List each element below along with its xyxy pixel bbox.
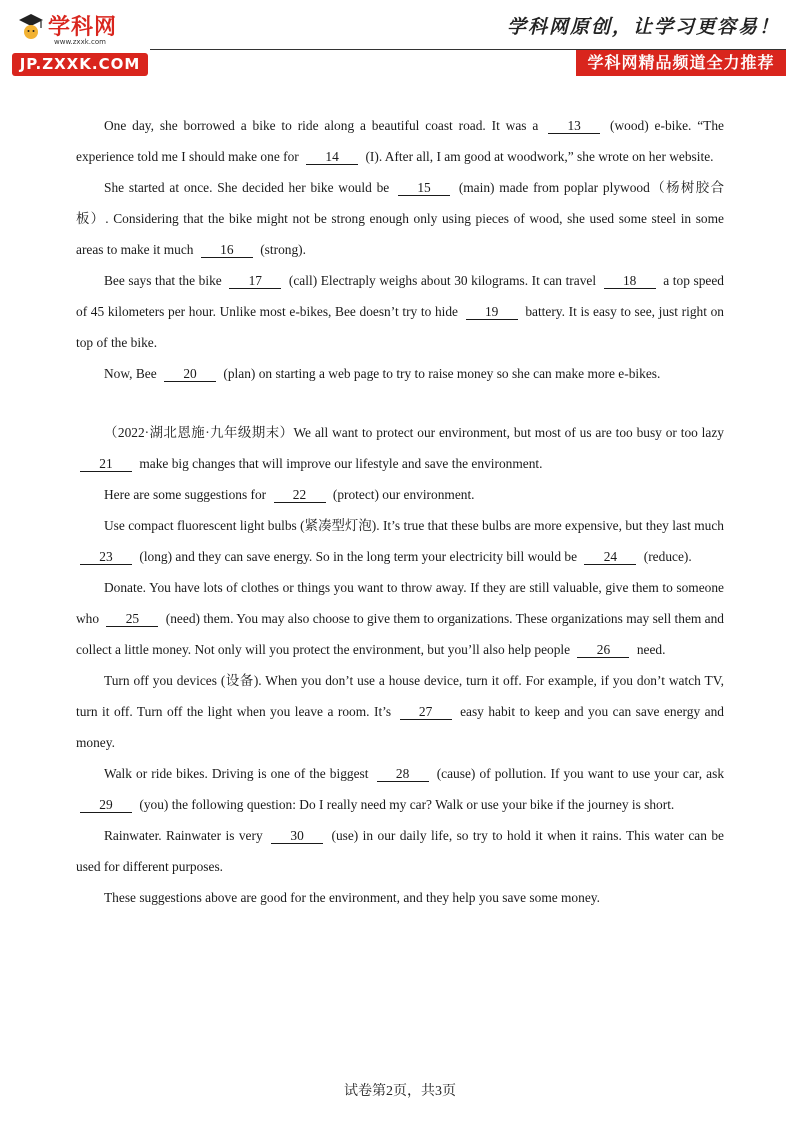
text-run: (wood) e-bike. “The experience told me I should make one for: [76, 118, 724, 164]
text-run: (need) them. You may also choose to give them to organizations. These organizations may sell them and collect a little money. Not only will you protect the environment, but you’ll also help people: [76, 611, 724, 657]
answer-blank[interactable]: 19: [466, 305, 518, 320]
text-run: Turn off you devices (设备). When you don’t use a house device, turn it off. For example, if you don’t watch TV, turn it off. Turn off the light when you leave a room. It’s: [76, 673, 724, 719]
page-footer: 试卷第2页，共3页: [344, 1084, 456, 1099]
answer-blank[interactable]: 18: [604, 274, 656, 289]
text-run: （2022·湖北恩施·九年级期末）We all want to protect our environment, but most of us are too busy or too lazy: [104, 425, 724, 440]
text-run: a top speed of 45 kilometers per hour. Unlike most e-bikes, Bee doesn’t try to hide: [76, 273, 724, 319]
text-run: She started at once. She decided her bike would be: [104, 180, 390, 195]
text-run: (main) made from poplar plywood（杨树胶合板）. Considering that the bike might not be strong enough only using pieces of wood, she used some steel in some areas to make it much: [76, 180, 724, 257]
text-run: battery. It is easy to see, just right on top of the bike.: [76, 304, 724, 350]
answer-blank[interactable]: 15: [398, 181, 450, 196]
answer-blank[interactable]: 27: [400, 705, 452, 720]
paragraph: [76, 417, 724, 479]
text-run: (plan) on starting a web page to try to raise money so she can make more e-bikes.: [223, 366, 661, 381]
text-run: Now, Bee: [104, 366, 157, 381]
text-run: Walk or ride bikes. Driving is one of the biggest: [104, 766, 369, 781]
answer-blank[interactable]: 14: [306, 150, 358, 165]
answer-blank[interactable]: 16: [201, 243, 253, 258]
text-run: (cause) of pollution. If you want to use your car, ask: [436, 766, 725, 781]
text-run: (use) in our daily life, so try to hold it when it rains. This water can be used for different purposes.: [76, 828, 724, 874]
graduation-cap-icon: [18, 12, 44, 42]
text-run: Here are some suggestions for: [104, 487, 267, 502]
paragraph: [76, 110, 724, 172]
page-header: [0, 0, 800, 90]
text-run: Rainwater. Rainwater is very: [104, 828, 263, 843]
paragraph: [76, 820, 724, 882]
text-run: Donate. You have lots of clothes or things you want to throw away. If they are still valuable, give them to someone who: [76, 580, 724, 626]
answer-blank[interactable]: 21: [80, 457, 132, 472]
text-run: (reduce).: [643, 549, 692, 564]
answer-blank[interactable]: 13: [548, 119, 600, 134]
text-run: These suggestions above are good for the environment, and they help you save some money.: [104, 890, 600, 905]
recommend-banner: 学科网精品频道全力推荐: [576, 50, 786, 76]
logo-url: www.zxxk.com: [54, 38, 106, 46]
text-run: (strong).: [260, 242, 306, 257]
answer-blank[interactable]: 25: [106, 612, 158, 627]
paragraph: [76, 572, 724, 665]
text-run: Bee says that the bike: [104, 273, 222, 288]
passage-gap: [76, 389, 724, 417]
answer-blank[interactable]: 17: [229, 274, 281, 289]
paragraph: [76, 358, 724, 389]
paragraph: [76, 665, 724, 758]
answer-blank[interactable]: 23: [80, 550, 132, 565]
header-slogan: 学科网原创，让学习更容易！: [506, 16, 780, 38]
paragraph: [76, 172, 724, 265]
text-run: need.: [636, 642, 666, 657]
text-run: (protect) our environment.: [332, 487, 475, 502]
paragraph: [76, 758, 724, 820]
text-run: Use compact fluorescent light bulbs (紧凑型灯泡). It’s true that these bulbs are more expensive, but they last much: [104, 518, 724, 533]
site-logo[interactable]: [14, 10, 164, 50]
answer-blank[interactable]: 24: [584, 550, 636, 565]
paragraph: [76, 510, 724, 572]
text-run: One day, she borrowed a bike to ride along a beautiful coast road. It was a: [104, 118, 539, 133]
logo-text: 学科网: [48, 15, 118, 40]
answer-blank[interactable]: 20: [164, 367, 216, 382]
answer-blank[interactable]: 29: [80, 798, 132, 813]
site-badge[interactable]: JP.ZXXK.COM: [12, 53, 148, 76]
passage-2: [76, 417, 724, 913]
paragraph: [76, 265, 724, 358]
text-run: (I). After all, I am good at woodwork,” she wrote on her website.: [365, 149, 714, 164]
answer-blank[interactable]: 28: [377, 767, 429, 782]
text-run: (you) the following question: Do I really need my car? Walk or use your bike if the journey is short.: [139, 797, 675, 812]
passage-1: [76, 110, 724, 389]
answer-blank[interactable]: 30: [271, 829, 323, 844]
text-run: (long) and they can save energy. So in the long term your electricity bill would be: [139, 549, 578, 564]
paragraph: [76, 479, 724, 510]
text-run: (call) Electraply weighs about 30 kilograms. It can travel: [288, 273, 597, 288]
answer-blank[interactable]: 26: [577, 643, 629, 658]
document-body: [76, 110, 724, 913]
text-run: make big changes that will improve our lifestyle and save the environment.: [139, 456, 543, 471]
text-run: easy habit to keep and you can save energy and money.: [76, 704, 724, 750]
answer-blank[interactable]: 22: [274, 488, 326, 503]
paragraph: [76, 882, 724, 913]
